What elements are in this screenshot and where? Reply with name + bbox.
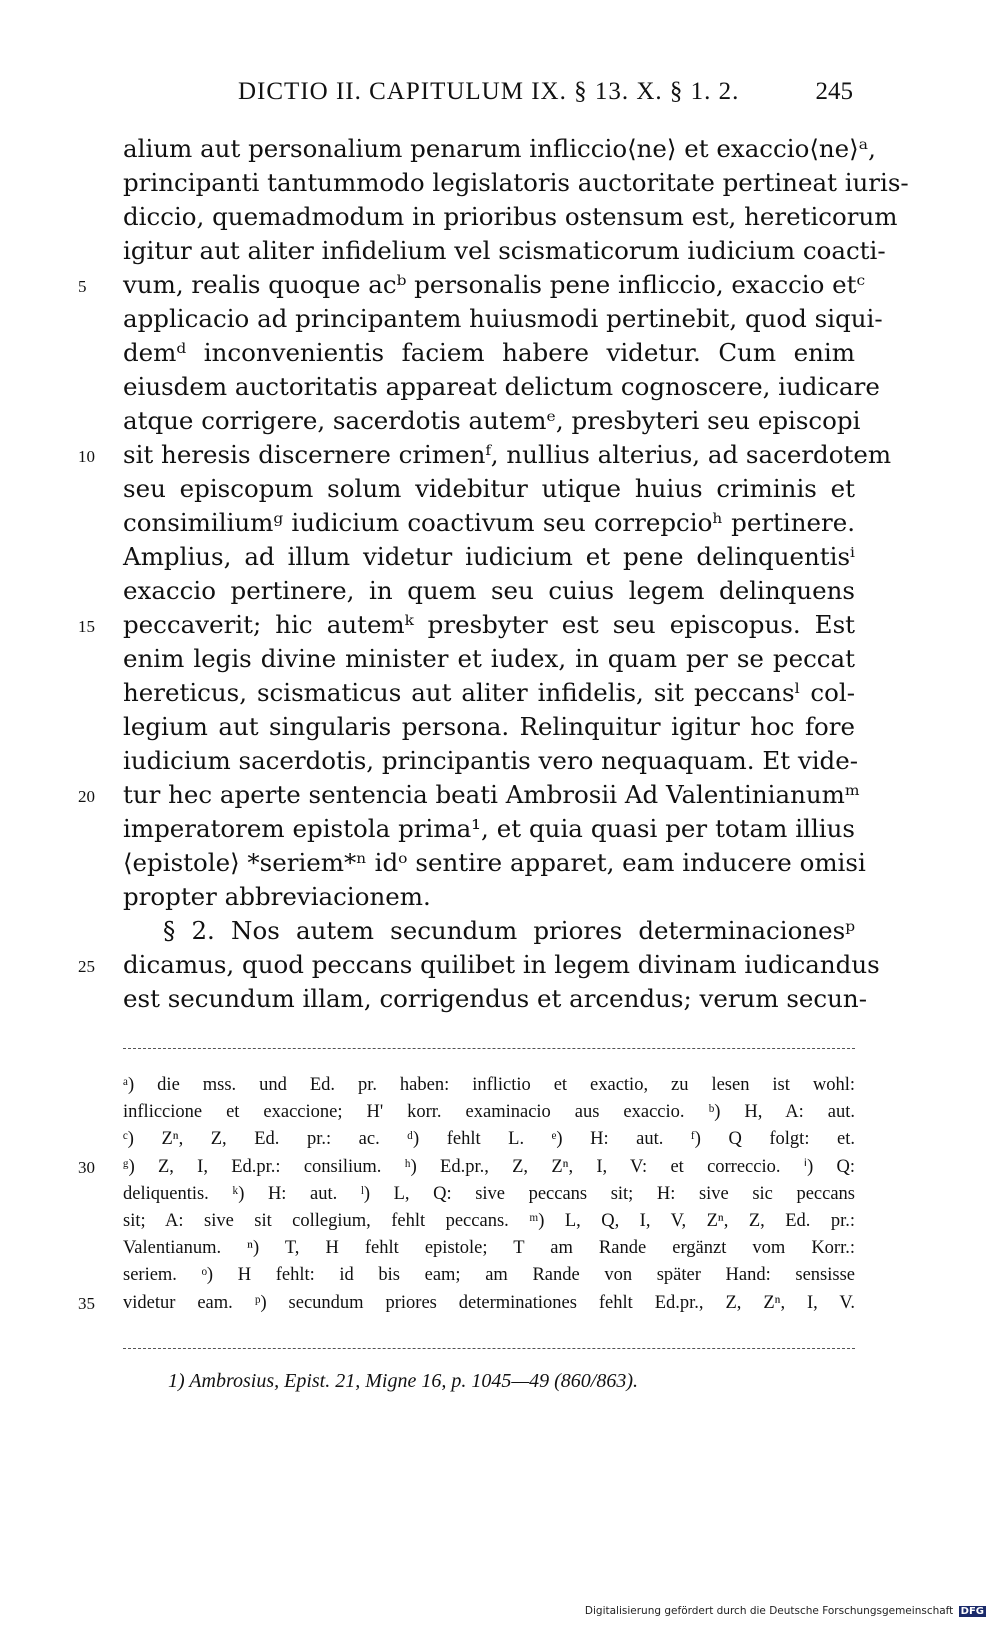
line-text: propter abbreviacionem. <box>123 882 431 911</box>
apparatus-line <box>0 1154 1000 1181</box>
text-line <box>0 948 1000 982</box>
line-text: legium aut singularis persona. Relinquitur igitur hoc fore <box>123 712 855 741</box>
footnote: 1) Ambrosius, Epist. 21, Migne 16, p. 1045—49 (860/863). <box>168 1370 638 1392</box>
line-number: 35 <box>78 1293 95 1313</box>
line-text: ᶜ) Zⁿ, Z, Ed. pr.: ac. ᵈ) fehlt L. ᵉ) H: aut. ᶠ) Q folgt: et. <box>123 1129 855 1150</box>
line-text: igitur aut aliter infidelium vel scismaticorum iudicium coacti- <box>123 236 886 265</box>
line-text: consimiliumᵍ iudicium coactivum seu correpcioʰ pertinere. <box>123 508 855 537</box>
line-text: ᵃ) die mss. und Ed. pr. haben: inflictio et exactio, zu lesen ist wohl: <box>123 1075 855 1095</box>
text-line <box>0 438 1000 472</box>
footnote-divider <box>123 1348 855 1349</box>
text-line <box>0 880 1000 914</box>
text-line <box>0 506 1000 540</box>
line-text: enim legis divine minister et iudex, in quam per se peccat <box>123 644 855 673</box>
text-line <box>0 778 1000 812</box>
text-line <box>0 404 1000 438</box>
line-text: demᵈ inconvenientis faciem habere videtur. Cum enim <box>123 338 855 367</box>
credit-text: Digitalisierung gefördert durch die Deutsche Forschungsgemeinschaft <box>584 1605 954 1617</box>
text-line <box>0 234 1000 268</box>
text-line <box>0 642 1000 676</box>
line-number: 20 <box>78 787 95 806</box>
text-line <box>0 812 1000 846</box>
line-text: ᵍ) Z, I, Ed.pr.: consilium. ʰ) Ed.pr., Z, Zⁿ, I, V: et correccio. ⁱ) Q: <box>123 1156 855 1177</box>
line-text: sit heresis discernere crimenᶠ, nullius alterius, ad sacerdotem <box>123 440 892 469</box>
line-text: imperatorem epistola prima¹, et quia quasi per totam illius <box>123 814 855 843</box>
line-number: 25 <box>78 957 95 976</box>
line-text: exaccio pertinere, in quem seu cuius legem delinquens <box>123 576 855 605</box>
running-head: DICTIO II. CAPITULUM IX. § 13. X. § 1. 2. <box>238 78 740 105</box>
line-text: ⟨epistole⟩ *seriem*ⁿ idᵒ sentire apparet, eam inducere omisi <box>123 848 866 877</box>
text-line <box>0 166 1000 200</box>
main-text-body <box>0 132 1000 1016</box>
apparatus-line <box>0 1262 1000 1289</box>
apparatus-line <box>0 1072 1000 1099</box>
text-line <box>0 132 1000 166</box>
line-number: 30 <box>78 1157 95 1177</box>
line-text: eiusdem auctoritatis appareat delictum cognoscere, iudicare <box>123 372 880 401</box>
apparatus-line <box>0 1181 1000 1208</box>
apparatus-line <box>0 1235 1000 1262</box>
critical-apparatus <box>0 1072 1000 1317</box>
apparatus-line <box>0 1099 1000 1126</box>
line-text: tur hec aperte sentencia beati Ambrosii Ad Valentinianumᵐ <box>123 780 860 809</box>
line-number: 5 <box>78 277 87 296</box>
line-text: peccaverit; hic autemᵏ presbyter est seu episcopus. Est <box>123 610 855 639</box>
text-line <box>0 710 1000 744</box>
line-text: infliccione et exaccione; H' korr. examinacio aus exaccio. ᵇ) H, A: aut. <box>123 1102 855 1123</box>
line-text: principanti tantummodo legislatoris auctoritate pertineat iuris- <box>123 168 909 197</box>
text-line <box>0 302 1000 336</box>
line-text: applicacio ad principantem huiusmodi pertinebit, quod siqui- <box>123 304 883 333</box>
line-text: sit; A: sive sit collegium, fehlt peccans. ᵐ) L, Q, I, V, Zⁿ, Z, Ed. pr.: <box>123 1210 855 1231</box>
line-text: est secundum illam, corrigendus et arcendus; verum secun- <box>123 984 867 1013</box>
line-text: § 2. Nos autem secundum priores determinacionesᵖ <box>163 916 855 945</box>
text-line <box>0 574 1000 608</box>
text-line <box>0 846 1000 880</box>
text-line <box>0 200 1000 234</box>
text-line <box>0 982 1000 1016</box>
text-line <box>0 540 1000 574</box>
text-line <box>0 608 1000 642</box>
line-text: deliquentis. ᵏ) H: aut. ˡ) L, Q: sive peccans sit; H: sive sic peccans <box>123 1183 855 1204</box>
line-text: seu episcopum solum videbitur utique huius criminis et <box>123 474 855 503</box>
line-number: 10 <box>78 447 95 466</box>
line-text: dicamus, quod peccans quilibet in legem divinam iudicandus <box>123 950 880 979</box>
digitization-credit <box>585 1605 986 1617</box>
line-number: 15 <box>78 617 95 636</box>
line-text: videtur eam. ᵖ) secundum priores determinationes fehlt Ed.pr., Z, Zⁿ, I, V. <box>123 1292 855 1313</box>
text-line <box>0 676 1000 710</box>
apparatus-line <box>0 1126 1000 1153</box>
dfg-logo: DFG <box>960 1606 984 1617</box>
line-text: Valentianum. ⁿ) T, H fehlt epistole; T am Rande ergänzt vom Korr.: <box>123 1238 855 1259</box>
text-line <box>0 744 1000 778</box>
page-number: 245 <box>815 78 853 105</box>
page-header <box>123 78 853 114</box>
line-text: iudicium sacerdotis, principantis vero nequaquam. Et vide- <box>123 746 859 775</box>
text-line <box>0 336 1000 370</box>
line-text: Amplius, ad illum videtur iudicium et pene delinquentisⁱ <box>123 542 855 571</box>
line-text: alium aut personalium penarum inflicciо⟨ne⟩ et exacciо⟨ne⟩ᵃ, <box>123 134 876 163</box>
apparatus-line <box>0 1208 1000 1235</box>
text-line <box>0 268 1000 302</box>
text-line <box>0 472 1000 506</box>
apparatus-divider <box>123 1048 855 1049</box>
line-text: atque corrigere, sacerdotis autemᵉ, presbyteri seu episcopi <box>123 406 861 435</box>
line-text: vum, realis quoque acᵇ personalis pene infliccio, exaccio etᶜ <box>123 270 865 299</box>
line-text: seriem. ᵒ) H fehlt: id bis eam; am Rande von später Hand: sensisse <box>123 1265 855 1286</box>
line-text: diccio, quemadmodum in prioribus ostensum est, hereticorum <box>123 202 898 231</box>
line-text: hereticus, scismaticus aut aliter infidelis, sit peccansˡ col- <box>123 678 855 707</box>
text-line <box>0 914 1000 948</box>
apparatus-line <box>0 1290 1000 1317</box>
text-line <box>0 370 1000 404</box>
